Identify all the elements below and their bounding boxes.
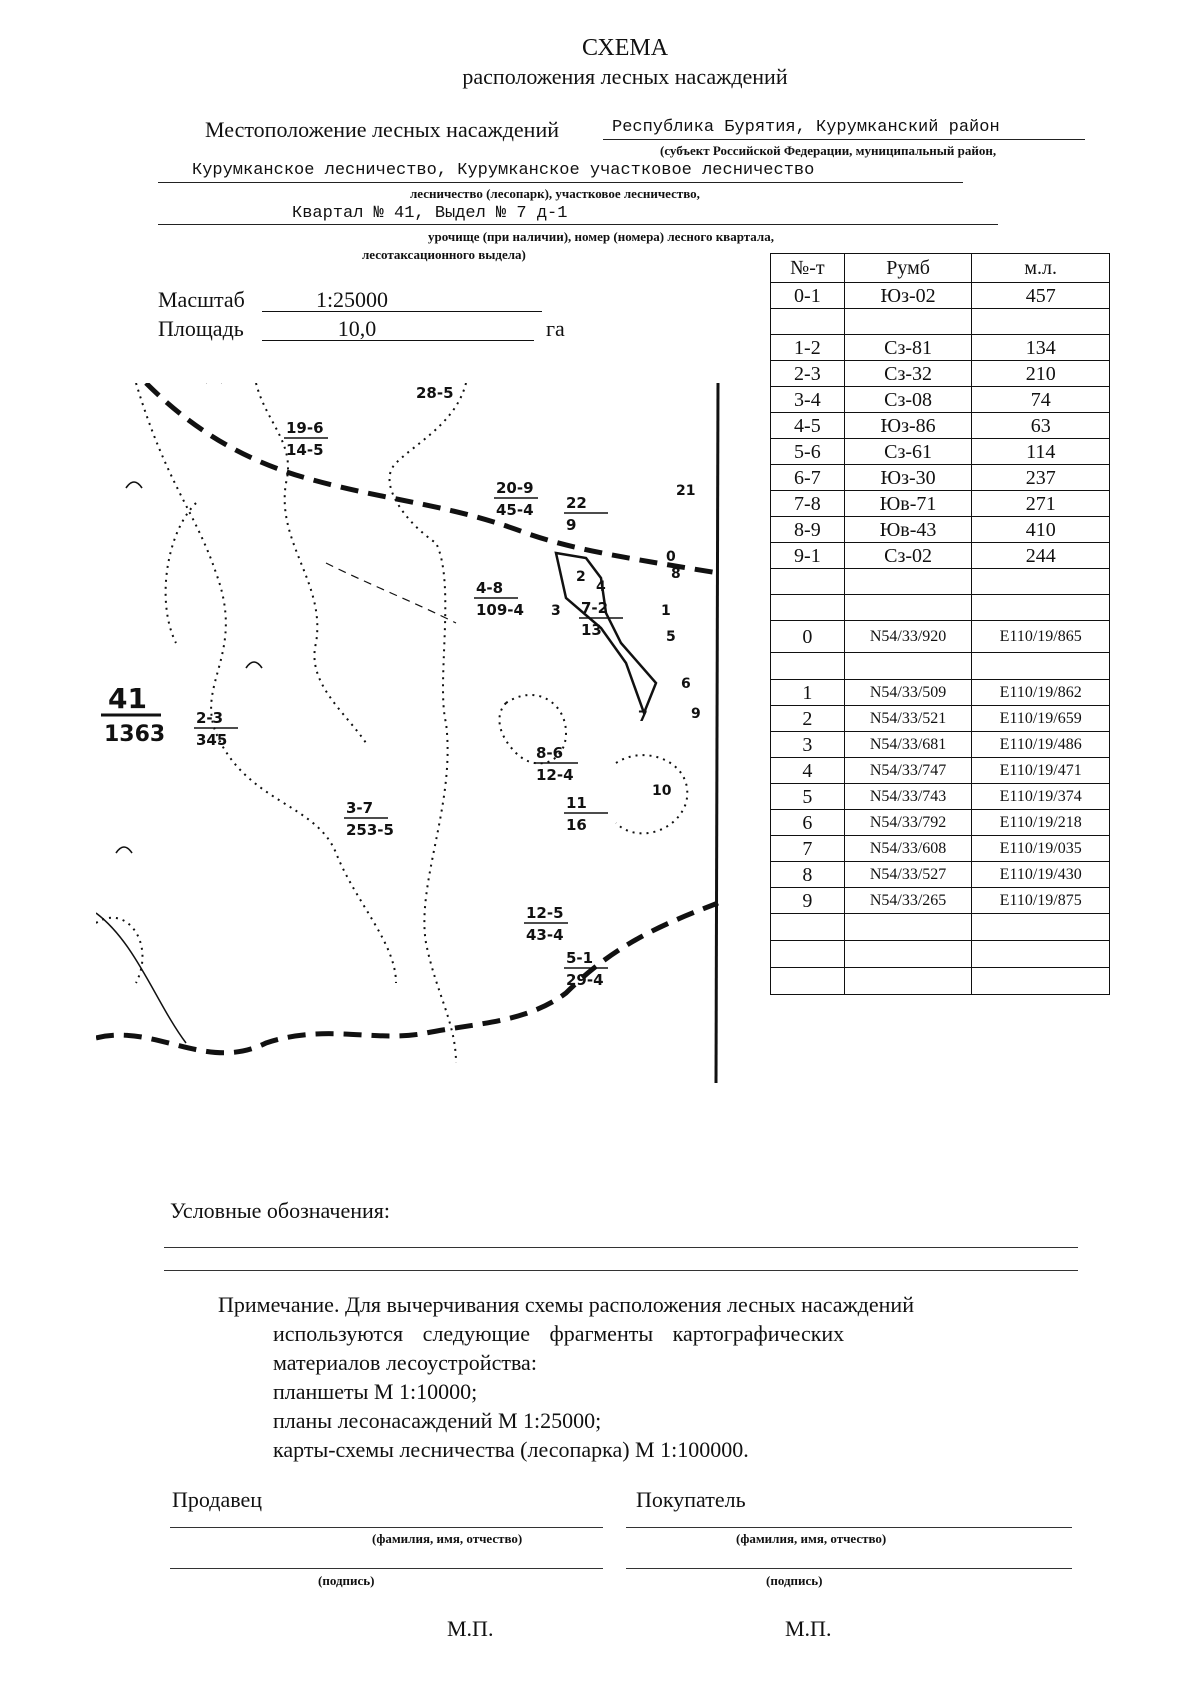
location-region-value: Республика Бурятия, Курумканский район — [612, 118, 1000, 137]
note-line-1: Примечание. Для вычерчивания схемы расположения лесных насаждений — [218, 1292, 914, 1317]
table-cell: 1 — [771, 680, 845, 706]
area-label: Площадь — [158, 316, 244, 341]
coord-row — [771, 680, 1110, 706]
coord-row — [771, 862, 1110, 888]
table-cell: Сз-08 — [844, 387, 972, 413]
table-cell: 271 — [972, 491, 1110, 517]
coord-row — [771, 758, 1110, 784]
rumb-row — [771, 361, 1110, 387]
location-caption-1: (субъект Российской Федерации, муниципальный район, — [660, 143, 997, 158]
rumb-row — [771, 517, 1110, 543]
rumb-row — [771, 283, 1110, 309]
table-cell: N54/33/681 — [844, 732, 972, 758]
quarter-area: 1363 — [104, 722, 166, 747]
plot-point-label: 7 — [638, 709, 648, 725]
stand-label-numerator: 22 — [566, 494, 587, 512]
table-cell — [972, 309, 1110, 335]
table-cell: E110/19/659 — [972, 706, 1110, 732]
table-cell: 114 — [972, 439, 1110, 465]
buyer-name-line — [626, 1527, 1072, 1528]
table-cell: E110/19/035 — [972, 836, 1110, 862]
table-cell: N54/33/920 — [844, 621, 972, 653]
table-cell: E110/19/471 — [972, 758, 1110, 784]
rumb-row — [771, 309, 1110, 335]
table-cell: 9 — [771, 888, 845, 914]
table-cell: E110/19/875 — [972, 888, 1110, 914]
plot-point-label: 2 — [576, 569, 586, 585]
location-caption-3: урочище (при наличии), номер (номера) лесного квартала, — [428, 229, 774, 244]
plot-point-label: 10 — [652, 783, 672, 799]
forest-plan-map — [96, 383, 734, 1083]
coord-row — [771, 810, 1110, 836]
plot-point-label: 21 — [676, 483, 696, 499]
stand-label-denominator: 16 — [566, 816, 587, 834]
table-cell: 8 — [771, 862, 845, 888]
table-cell — [771, 309, 845, 335]
rumb-row — [771, 465, 1110, 491]
coord-row — [771, 706, 1110, 732]
legend-line-1 — [164, 1247, 1078, 1248]
rumb-row — [771, 491, 1110, 517]
quarter-boundary-south — [96, 903, 718, 1053]
table-cell: N54/33/527 — [844, 862, 972, 888]
location-forestry-value: Курумканское лесничество, Курумканское участковое лесничество — [192, 161, 815, 180]
note-line-3: материалов лесоустройства: — [273, 1350, 537, 1375]
stand-label-numerator: 12-5 — [526, 904, 564, 922]
location-underline-2 — [158, 182, 963, 183]
buyer-name-caption: (фамилия, имя, отчество) — [736, 1531, 887, 1546]
table-cell: E110/19/865 — [972, 621, 1110, 653]
table-cell: 7 — [771, 836, 845, 862]
table-cell: 0 — [771, 621, 845, 653]
seller-sign-caption: (подпись) — [318, 1573, 375, 1588]
table-cell — [771, 595, 845, 621]
quarter-boundary — [146, 383, 718, 573]
location-label: Местоположение лесных насаждений — [205, 117, 559, 142]
legend-label: Условные обозначения: — [170, 1198, 391, 1223]
stand-label-numerator: 28-5 — [416, 384, 454, 402]
stand-label-denominator: 45-4 — [496, 501, 534, 519]
table-cell: Юв-43 — [844, 517, 972, 543]
table-cell — [844, 569, 972, 595]
table-cell: 4 — [771, 758, 845, 784]
seller-name-line — [170, 1527, 603, 1528]
stand-label-numerator: 5-1 — [566, 949, 594, 967]
stand-label-denominator: 14-5 — [286, 441, 324, 459]
table-cell: E110/19/486 — [972, 732, 1110, 758]
stand-label-denominator: 345 — [196, 731, 228, 749]
table-cell: 410 — [972, 517, 1110, 543]
table-cell: Румб — [844, 254, 972, 283]
table-header-row — [771, 254, 1110, 283]
table-cell: 3 — [771, 732, 845, 758]
table-cell: 8-9 — [771, 517, 845, 543]
table-cell: E110/19/862 — [972, 680, 1110, 706]
stand-label-numerator: 7-2 — [581, 599, 609, 617]
stand-label-denominator: 109-4 — [476, 601, 524, 619]
stand-label-denominator: 13 — [581, 621, 602, 639]
table-cell: 457 — [972, 283, 1110, 309]
seller-sign-line — [170, 1568, 603, 1569]
stand-label-numerator: 4-8 — [476, 579, 504, 597]
table-cell: Сз-02 — [844, 543, 972, 569]
note-block — [218, 1290, 1038, 1464]
area-unit: га — [546, 316, 565, 341]
buyer-sign-caption: (подпись) — [766, 1573, 823, 1588]
scale-label: Масштаб — [158, 287, 245, 312]
table-cell: 5 — [771, 784, 845, 810]
table-cell: Юз-30 — [844, 465, 972, 491]
stand-label-numerator: 19-6 — [286, 419, 324, 437]
table-cell: 6 — [771, 810, 845, 836]
location-caption-4: лесотаксационного выдела) — [362, 247, 526, 262]
document-title: СХЕМА — [581, 35, 669, 61]
table-cell: E110/19/430 — [972, 862, 1110, 888]
table-cell: 237 — [972, 465, 1110, 491]
seller-stamp: М.П. — [447, 1616, 494, 1641]
table-cell: Сз-61 — [844, 439, 972, 465]
stand-label-denominator: 43-4 — [526, 926, 564, 944]
stand-label-numerator: 2-3 — [196, 709, 224, 727]
stand-label-denominator: 29-4 — [566, 971, 604, 989]
table-cell: 3-4 — [771, 387, 845, 413]
stand-label-numerator: 3-7 — [346, 799, 374, 817]
plot-point-label: 6 — [681, 676, 691, 692]
scale-value: 1:25000 — [315, 287, 389, 312]
table-cell: N54/33/743 — [844, 784, 972, 810]
coord-row — [771, 836, 1110, 862]
plot-point-label: 5 — [666, 629, 676, 645]
stand-label-numerator: 20-9 — [496, 479, 534, 497]
table-cell: Юв-71 — [844, 491, 972, 517]
rumb-row — [771, 335, 1110, 361]
seller-label: Продавец — [172, 1487, 263, 1512]
table-cell: 244 — [972, 543, 1110, 569]
location-caption-2: лесничество (лесопарк), участковое лесничество, — [410, 186, 700, 201]
table-cell: 0-1 — [771, 283, 845, 309]
stand-label-denominator: 12-4 — [536, 766, 574, 784]
buyer-label: Покупатель — [636, 1487, 746, 1512]
note-line-5: планы лесонасаждений М 1:25000; — [273, 1408, 602, 1433]
plot-point-label: 8 — [671, 566, 681, 582]
note-line-2: используются следующие фрагменты картографических — [273, 1321, 845, 1346]
legend-line-2 — [164, 1270, 1078, 1271]
plot-polygon — [556, 553, 656, 713]
table-cell — [972, 595, 1110, 621]
rumb-row — [771, 595, 1110, 621]
map-border-line — [716, 383, 718, 1083]
table-cell: 5-6 — [771, 439, 845, 465]
quarter-number: 41 — [108, 682, 147, 715]
origin-coord-row — [771, 621, 1110, 653]
table-cell: E110/19/374 — [972, 784, 1110, 810]
scale-underline — [262, 311, 542, 312]
table-cell: E110/19/218 — [972, 810, 1110, 836]
table-cell — [844, 595, 972, 621]
table-cell: 74 — [972, 387, 1110, 413]
table-cell: 2 — [771, 706, 845, 732]
plot-point-label: 9 — [691, 706, 701, 722]
coord-row — [771, 888, 1110, 914]
table-cell: Юз-02 — [844, 283, 972, 309]
table-cell: 7-8 — [771, 491, 845, 517]
spacer-row — [771, 653, 1110, 680]
table-cell: Юз-86 — [844, 413, 972, 439]
plot-point-label: 3 — [551, 603, 561, 619]
table-cell: N54/33/509 — [844, 680, 972, 706]
table-cell: 1-2 — [771, 335, 845, 361]
table-cell: №-т — [771, 254, 845, 283]
stand-label-numerator: 8-6 — [536, 744, 564, 762]
location-quarter-value: Квартал № 41, Выдел № 7 д-1 — [292, 204, 568, 223]
table-cell: N54/33/747 — [844, 758, 972, 784]
stand-label-denominator: 253-5 — [346, 821, 394, 839]
rumb-row — [771, 439, 1110, 465]
table-cell — [844, 309, 972, 335]
rumb-row — [771, 387, 1110, 413]
empty-row — [771, 941, 1110, 968]
coord-row — [771, 784, 1110, 810]
stand-label-numerator: 11 — [566, 794, 587, 812]
location-underline-1 — [603, 139, 1085, 140]
empty-row — [771, 914, 1110, 941]
table-cell: м.л. — [972, 254, 1110, 283]
table-cell: 210 — [972, 361, 1110, 387]
area-value: 10,0 — [337, 316, 377, 341]
table-cell: 4-5 — [771, 413, 845, 439]
rumb-row — [771, 569, 1110, 595]
buyer-stamp: М.П. — [785, 1616, 832, 1641]
area-underline — [262, 340, 534, 341]
rumb-row — [771, 543, 1110, 569]
rumb-coordinates-table — [770, 253, 1110, 995]
table-cell — [972, 569, 1110, 595]
empty-row — [771, 968, 1110, 995]
buyer-sign-line — [626, 1568, 1072, 1569]
plot-point-label: 0 — [666, 549, 676, 565]
table-cell: 9-1 — [771, 543, 845, 569]
table-cell: Сз-32 — [844, 361, 972, 387]
rumb-row — [771, 413, 1110, 439]
coord-row — [771, 732, 1110, 758]
table-cell: 134 — [972, 335, 1110, 361]
table-cell — [771, 569, 845, 595]
stand-label-denominator: 9 — [566, 516, 577, 534]
table-cell: N54/33/792 — [844, 810, 972, 836]
note-line-4: планшеты М 1:10000; — [273, 1379, 478, 1404]
table-cell: 2-3 — [771, 361, 845, 387]
table-cell: N54/33/265 — [844, 888, 972, 914]
note-line-6: карты-схемы лесничества (лесопарка) М 1:100000. — [273, 1437, 749, 1462]
plot-point-label: 1 — [661, 603, 671, 619]
table-cell: N54/33/608 — [844, 836, 972, 862]
seller-name-caption: (фамилия, имя, отчество) — [372, 1531, 523, 1546]
table-cell: Сз-81 — [844, 335, 972, 361]
plot-point-label: 4 — [596, 579, 606, 595]
table-cell: 63 — [972, 413, 1110, 439]
document-subtitle: расположения лесных насаждений — [462, 64, 788, 89]
table-cell: 6-7 — [771, 465, 845, 491]
table-cell: N54/33/521 — [844, 706, 972, 732]
location-underline-3 — [158, 224, 998, 225]
